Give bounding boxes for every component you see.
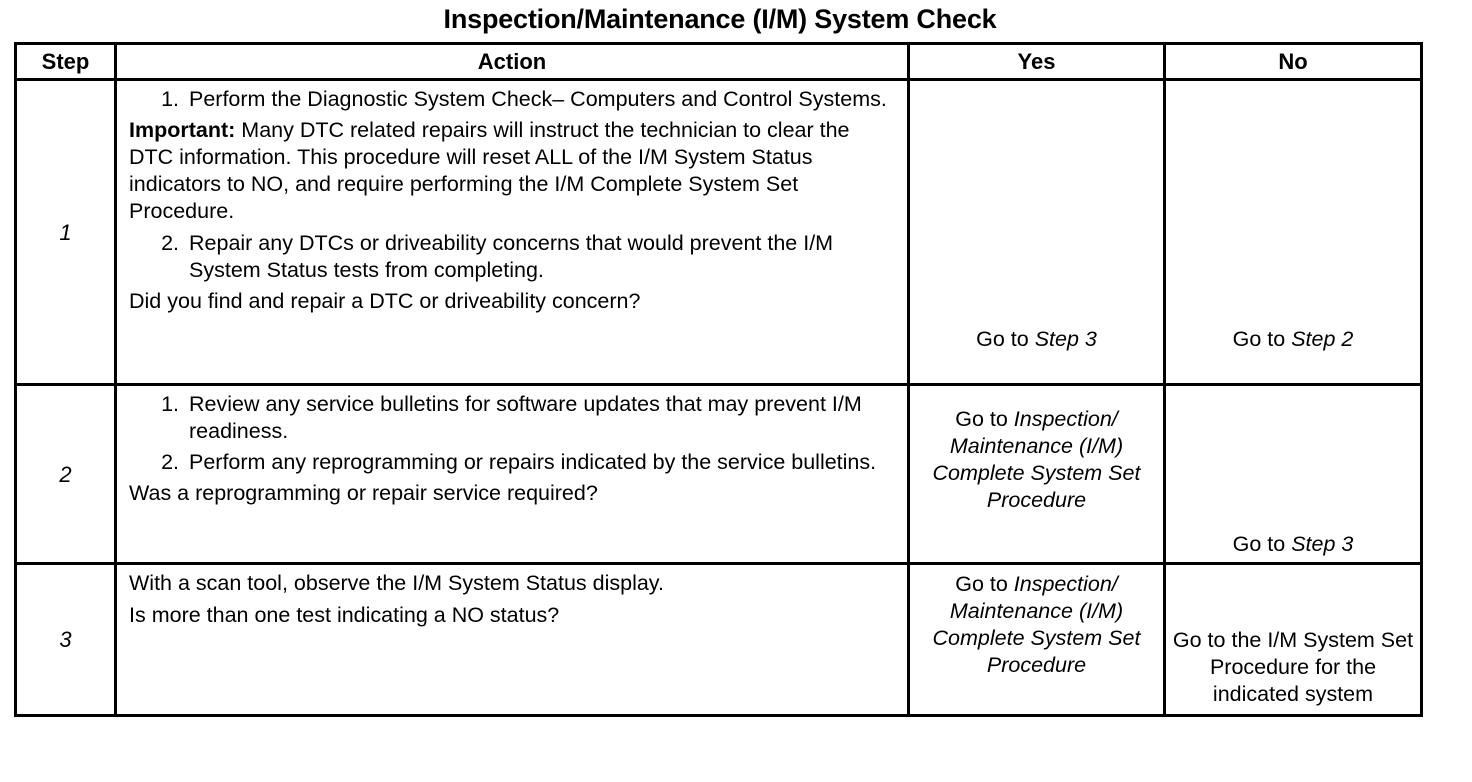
table-row xyxy=(16,80,1422,385)
no-cell xyxy=(1165,80,1422,385)
no-step-link[interactable]: Step 2 xyxy=(1291,327,1354,351)
no-prefix: Go to xyxy=(1232,327,1286,351)
no-step-link[interactable]: Step 3 xyxy=(1291,532,1354,556)
page-title: Inspection/Maintenance (I/M) System Check xyxy=(443,4,997,34)
important-note xyxy=(129,117,893,225)
header-yes: Yes xyxy=(909,44,1165,80)
action-list-item: 1. Review any service bulletins for software updates that may prevent I/M readiness. xyxy=(185,391,893,445)
yes-cell xyxy=(909,80,1165,385)
system-check-table xyxy=(14,42,1423,717)
header-no: No xyxy=(1165,44,1422,80)
action-cell xyxy=(116,80,909,385)
header-action: Action xyxy=(116,44,909,80)
yes-step-link[interactable]: Step 3 xyxy=(1034,327,1097,351)
no-cell xyxy=(1165,564,1422,716)
no-cell xyxy=(1165,385,1422,564)
action-list-item: 2. Repair any DTCs or driveability concerns that would prevent the I/M System Status tests from completing. xyxy=(185,230,893,284)
table-row xyxy=(16,385,1422,564)
important-label: Important: xyxy=(129,118,236,142)
yes-cell xyxy=(909,564,1165,716)
table-header-row xyxy=(16,44,1422,80)
yes-cell xyxy=(909,385,1165,564)
important-text: Many DTC related repairs will instruct the technician to clear the DTC information. This procedure will reset ALL of the I/M System Status indicators to NO, and require performing the I/M Complete System Set Procedure. xyxy=(129,118,850,223)
action-list-item: 2. Perform any reprogramming or repairs indicated by the service bulletins. xyxy=(185,449,893,476)
action-instruction: With a scan tool, observe the I/M System Status display. xyxy=(129,571,664,595)
table-row xyxy=(16,564,1422,716)
action-question: Did you find and repair a DTC or driveability concern? xyxy=(129,289,641,313)
action-list xyxy=(129,230,893,284)
action-question: Is more than one test indicating a NO status? xyxy=(129,603,560,627)
step-number: 2 xyxy=(16,385,116,564)
no-prefix: Go to xyxy=(1232,532,1286,556)
step-number: 1 xyxy=(16,80,116,385)
no-procedure-text[interactable]: Go to the I/M System Set Procedure for the indicated system xyxy=(1172,628,1414,706)
action-list xyxy=(129,86,893,113)
step-number: 3 xyxy=(16,564,116,716)
action-cell xyxy=(116,385,909,564)
yes-procedure-link[interactable]: Inspection/ Maintenance (I/M) Complete System Set Procedure xyxy=(932,572,1141,677)
yes-prefix: Go to xyxy=(955,572,1008,596)
action-list-item: 1. Perform the Diagnostic System Check– Computers and Control Systems. xyxy=(185,86,893,113)
yes-procedure-link[interactable]: Inspection/ Maintenance (I/M) Complete System Set Procedure xyxy=(932,407,1141,512)
action-list xyxy=(129,391,893,476)
yes-prefix: Go to xyxy=(955,407,1008,431)
action-cell xyxy=(116,564,909,716)
action-question: Was a reprogramming or repair service required? xyxy=(129,481,598,505)
header-step: Step xyxy=(16,44,116,80)
yes-prefix: Go to xyxy=(976,327,1029,351)
